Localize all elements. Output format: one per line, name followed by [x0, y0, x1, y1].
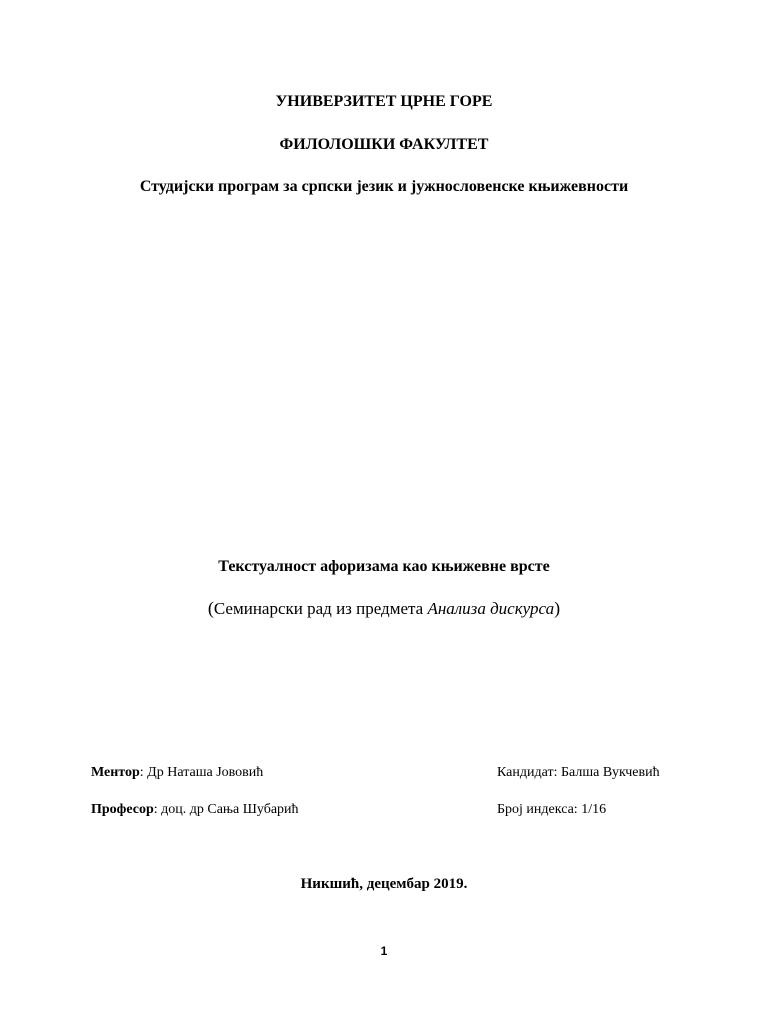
professor-line [91, 802, 299, 818]
professor-label: Професор [91, 802, 154, 817]
university-name: УНИВЕРЗИТЕТ ЦРНЕ ГОРЕ [275, 93, 493, 110]
faculty-name: ФИЛОЛОШКИ ФАКУЛТЕТ [279, 136, 489, 153]
subtitle-prefix: Семинарски рад из предмета [213, 599, 428, 618]
paper-title: Текстуалност афоризама као књижевне врсте [218, 558, 550, 575]
candidate-line: Кандидат: Балша Вукчевић [497, 765, 660, 780]
subtitle-open-paren: ( [207, 598, 214, 618]
place-date: Никшић, децембар 2019. [300, 876, 468, 892]
mentor-label: Ментор [91, 765, 140, 780]
paper-subtitle [0, 598, 768, 619]
professor-value: : доц. др Сања Шубарић [153, 802, 299, 817]
page-number: 1 [380, 944, 388, 958]
mentor-value: : Др Наташа Јововић [139, 765, 264, 780]
course-name: Анализа дискурса [427, 599, 555, 618]
subtitle-close-paren: ) [554, 598, 561, 618]
index-number-line: Број индекса: 1/16 [497, 802, 607, 817]
study-program: Студијски програм за српски језик и јужнословенске књижевности [139, 178, 629, 195]
mentor-line [91, 765, 263, 781]
